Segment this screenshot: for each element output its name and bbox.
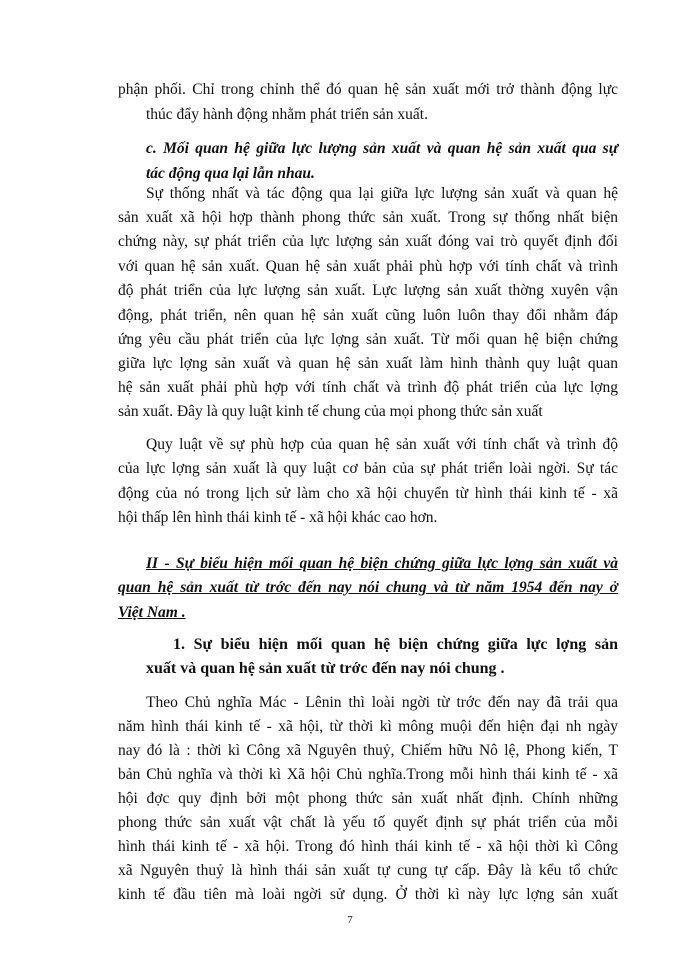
text-line: Theo Chủ nghĩa Mác - Lênin thì loài ngời từ trớc đến nay đã trải qua xyxy=(146,694,618,711)
text-line: Quy luật về sự phù hợp của quan hệ sản xuất với tính chất và trình độ xyxy=(146,436,618,453)
text-line: bản Chủ nghĩa và thời kì Xã hội Chủ nghĩa.Trong mỗi hình thái kinh tế - xã xyxy=(118,766,618,783)
text-line: độ phát triển của lực lượng sản xuất. Lực lượng sản xuất thờng xuyên vận xyxy=(118,282,618,299)
text-line: kinh tế đầu tiên mà loài ngời sử dụng. Ở thời kì này lực lợng sản xuất xyxy=(118,886,618,903)
text-line: hình thái kinh tế - xã hội. Trong đó hình thái kinh tế - xã hội thời kì Công xyxy=(118,838,618,855)
numbered-heading: xuất và quan hệ sản xuất từ trớc đến nay nói chung . xyxy=(146,660,505,677)
numbered-heading: 1. Sự biểu hiện mối quan hệ biện chứng giữa lực lợng sản xyxy=(173,636,618,653)
section-heading: quan hệ sản xuất từ trớc đến nay nói chung và từ năm 1954 đến nay ở xyxy=(118,579,618,596)
text-line: phong thức sản xuất vật chất là yếu tố quyết định sự phát triển của mỗi xyxy=(118,814,618,831)
text-line: thúc đẩy hành động nhằm phát triển sản xuất. xyxy=(146,106,428,123)
section-subheading: tác động qua lại lẫn nhau. xyxy=(146,165,315,182)
page-number: 7 xyxy=(347,914,353,926)
text-line: hội đợc quy định bởi một phong thức sản xuất nhất định. Chính những xyxy=(118,790,618,807)
section-subheading: c. Mối quan hệ giữa lực lượng sản xuất và quan hệ sản xuất qua sự xyxy=(146,140,618,157)
text-line: năm hình thái kinh tế - xã hội, từ thời kì mông muội đến hiện đại nh ngày xyxy=(118,718,618,735)
text-line: giữa lực lợng sản xuất và quan hệ sản xuất làm hình thành quy luật quan xyxy=(118,355,618,372)
text-line: sản xuất xã hội hợp thành phong thức sản xuất. Trong sự thống nhất biện xyxy=(118,209,618,226)
text-line: Sự thống nhất và tác động qua lại giữa lực lượng sản xuất và quan hệ xyxy=(146,185,618,202)
text-line: động, phát triển, nên quan hệ sản xuất cũng luôn luôn thay đổi nhằm đáp xyxy=(118,307,618,324)
section-heading: II - Sự biểu hiện mối quan hệ biện chứng giữa lực lợng sản xuất và xyxy=(146,555,618,572)
text-line: phận phối. Chỉ trong chỉnh thể đó quan hệ sản xuất mới trở thành động lực xyxy=(118,81,618,98)
text-line: ứng yêu cầu phát triển của lực lợng sản xuất. Từ mối quan hệ biện chứng xyxy=(118,331,618,348)
text-line: sản xuất. Đây là quy luật kinh tế chung của mọi phong thức sản xuất xyxy=(118,403,543,420)
section-heading: Việt Nam . xyxy=(118,604,186,621)
text-line: chứng này, sự phát triển của lực lượng sản xuất đóng vai trò quyết định đối xyxy=(118,233,618,250)
text-line: của lực lợng sản xuất là quy luật cơ bản của sự phát triển loài ngời. Sự tác xyxy=(118,460,618,477)
text-line: nay đó là : thời kì Công xã Nguyên thuỷ, Chiếm hữu Nô lệ, Phong kiến, T xyxy=(118,742,618,759)
text-line: hội thấp lên hình thái kinh tế - xã hội khác cao hơn. xyxy=(118,509,438,526)
text-line: xã Nguyên thuỷ là hình thái sản xuất tự cung tự cấp. Đây là kểu tổ chức xyxy=(118,862,618,879)
text-line: hệ sản xuất phải phù hợp với tính chất và trình độ phát triển của lực lợng xyxy=(118,379,618,396)
text-line: với quan hệ sản xuất. Quan hệ sản xuất phải phù hợp với tính chất và trình xyxy=(118,258,618,275)
text-line: động của nó trong lịch sử làm cho xã hội chuyển từ hình thái kinh tế - xã xyxy=(118,485,618,502)
